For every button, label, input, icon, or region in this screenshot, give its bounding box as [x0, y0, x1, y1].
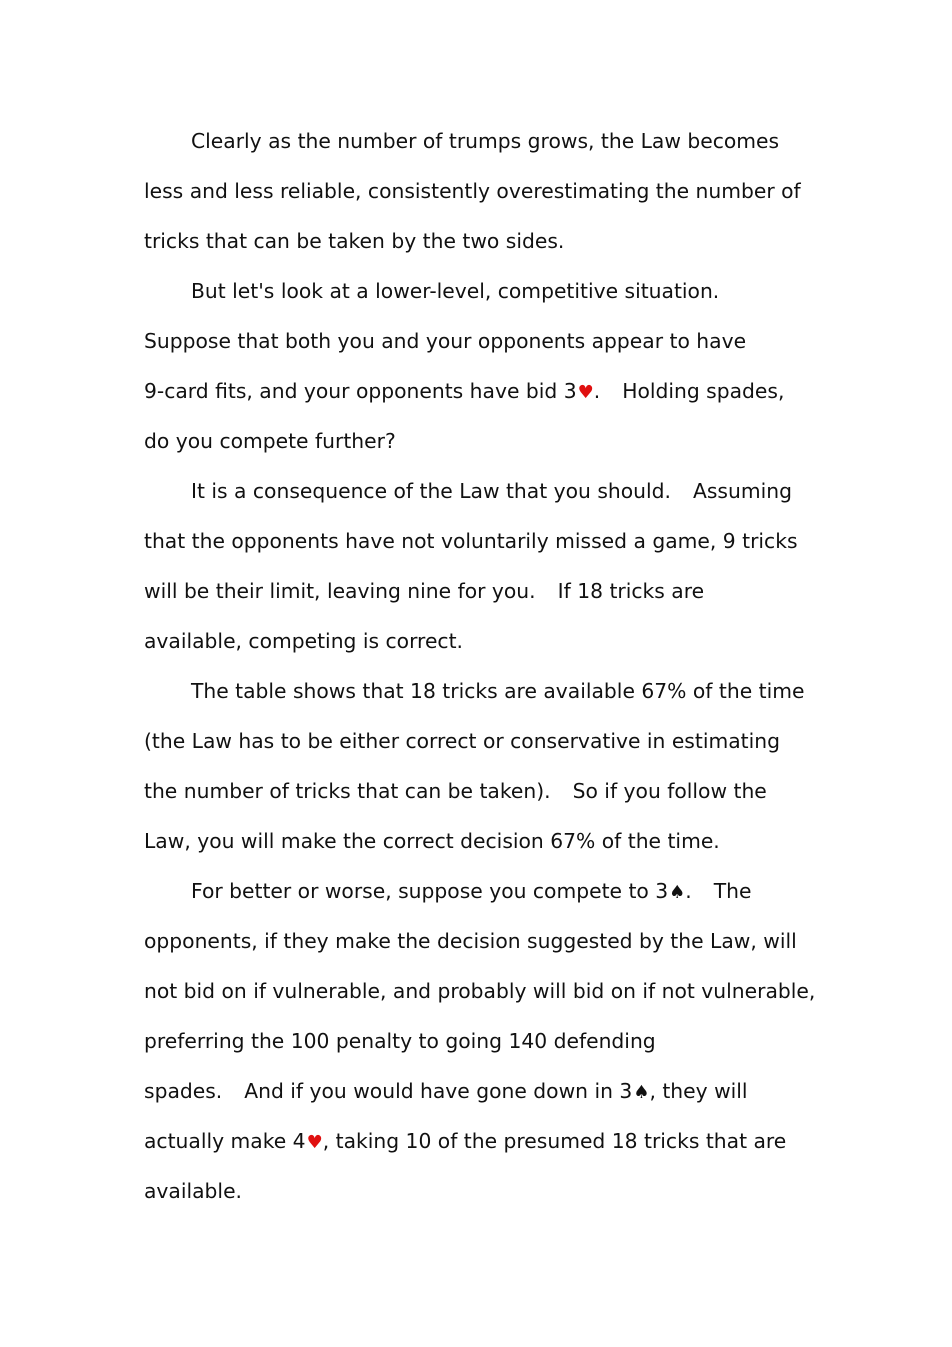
paragraph-5-line-5 [144, 1066, 834, 1116]
spade-icon: ♠ [669, 882, 686, 903]
text-segment: The [713, 879, 752, 903]
text-segment: And if you would have gone down in 3 [244, 1079, 633, 1103]
paragraph-5-line-2: opponents, if they make the decision suggested by the Law, will [144, 929, 797, 953]
paragraph-3-line-2: that the opponents have not voluntarily missed a game, 9 tricks [144, 529, 798, 553]
paragraph-4-line-3 [144, 766, 834, 816]
text-segment: will be their limit, leaving nine for you. [144, 579, 536, 603]
heart-icon: ♥ [577, 382, 594, 403]
paragraph-1-line-1: Clearly as the number of trumps grows, the Law becomes [191, 129, 780, 153]
paragraph-5-line-7: available. [144, 1179, 242, 1203]
paragraph-4-line-1: The table shows that 18 tricks are available 67% of the time [191, 679, 805, 703]
text-segment: . [593, 379, 601, 403]
paragraph-3-line-4: available, competing is correct. [144, 629, 463, 653]
heart-icon: ♥ [306, 1132, 323, 1153]
text-segment: actually make 4 [144, 1129, 306, 1153]
text-segment: , taking 10 of the presumed 18 tricks that are [322, 1129, 787, 1153]
text-segment: . [685, 879, 692, 903]
paragraph-5-line-3: not bid on if vulnerable, and probably will bid on if not vulnerable, [144, 979, 816, 1003]
text-segment: So if you follow the [572, 779, 767, 803]
paragraph-1-line-3: tricks that can be taken by the two sides. [144, 229, 565, 253]
text-segment: For better or worse, suppose you compete to 3 [191, 879, 669, 903]
text-segment: , they will [649, 1079, 748, 1103]
paragraph-3-line-3 [144, 566, 834, 616]
text-segment: Holding spades, [622, 379, 785, 403]
paragraph-2-line-4: do you compete further? [144, 429, 396, 453]
text-segment: It is a consequence of the Law that you should. [191, 479, 671, 503]
text-segment: 9-card fits, and your opponents have bid 3 [144, 379, 577, 403]
paragraph-2-line-3 [144, 366, 834, 416]
text-segment: spades. [144, 1079, 223, 1103]
paragraph-2-line-2: Suppose that both you and your opponents appear to have [144, 329, 747, 353]
paragraph-3-line-1 [144, 466, 834, 516]
paragraph-5-line-4: preferring the 100 penalty to going 140 defending [144, 1029, 656, 1053]
paragraph-1-line-2: less and less reliable, consistently overestimating the number of [144, 179, 801, 203]
text-segment: Assuming [692, 479, 792, 503]
spade-icon: ♠ [633, 1082, 650, 1103]
paragraph-5-line-1 [144, 866, 834, 916]
text-segment: the number of tricks that can be taken). [144, 779, 551, 803]
text-segment: If 18 tricks are [557, 579, 705, 603]
paragraph-5-line-6 [144, 1116, 834, 1166]
paragraph-4-line-4: Law, you will make the correct decision 67% of the time. [144, 829, 720, 853]
paragraph-2-line-1: But let's look at a lower-level, competitive situation. [191, 279, 720, 303]
paragraph-4-line-2: (the Law has to be either correct or conservative in estimating [144, 729, 780, 753]
body-text [144, 116, 834, 1216]
